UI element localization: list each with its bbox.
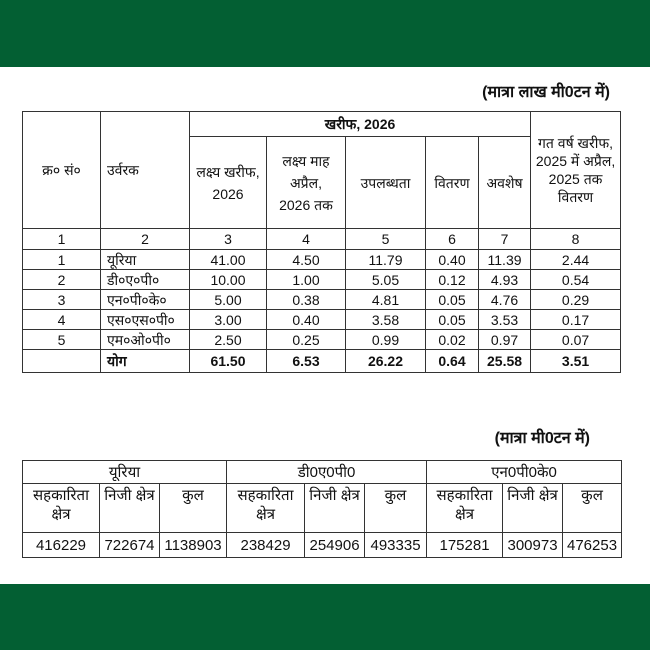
npk-total-value: 476253 bbox=[563, 533, 622, 558]
dap-total-value: 493335 bbox=[365, 533, 427, 558]
bottom-green-band bbox=[0, 584, 650, 650]
last-year-cell: 0.07 bbox=[531, 330, 621, 350]
target-april-cell: 1.00 bbox=[267, 270, 346, 290]
column-number: 5 bbox=[346, 229, 426, 250]
group-header-urea: यूरिया bbox=[23, 461, 227, 484]
distribution-cell: 0.05 bbox=[426, 310, 479, 330]
column-number: 3 bbox=[190, 229, 267, 250]
urea-cooperative-value: 416229 bbox=[23, 533, 100, 558]
table-row bbox=[23, 310, 621, 330]
table-row bbox=[23, 533, 622, 558]
header-distribution: वितरण bbox=[426, 137, 479, 229]
column-number: 6 bbox=[426, 229, 479, 250]
header-sr-no: क्र० सं० bbox=[23, 112, 101, 229]
target-april-cell: 4.50 bbox=[267, 250, 346, 270]
total-header: कुल bbox=[365, 484, 427, 533]
sector-distribution-table bbox=[22, 460, 622, 558]
total-last-year: 3.51 bbox=[531, 350, 621, 373]
urea-private-value: 722674 bbox=[100, 533, 160, 558]
urea-total-value: 1138903 bbox=[160, 533, 227, 558]
header-target-april: लक्ष्य माह अप्रैल, 2026 तक bbox=[267, 137, 346, 229]
fertilizer-name-cell: एम०ओ०पी० bbox=[101, 330, 190, 350]
dap-private-value: 254906 bbox=[305, 533, 365, 558]
distribution-cell: 0.40 bbox=[426, 250, 479, 270]
private-sector-header: निजी क्षेत्र bbox=[305, 484, 365, 533]
distribution-cell: 0.02 bbox=[426, 330, 479, 350]
fertilizer-name-cell: एस०एस०पी० bbox=[101, 310, 190, 330]
table1-unit-note: (मात्रा लाख मी0टन में) bbox=[482, 84, 610, 101]
sr-cell: 1 bbox=[23, 250, 101, 270]
balance-cell: 11.39 bbox=[479, 250, 531, 270]
target-april-cell: 0.25 bbox=[267, 330, 346, 350]
fertilizer-name-cell: डी०ए०पी० bbox=[101, 270, 190, 290]
header-availability: उपलब्धता bbox=[346, 137, 426, 229]
availability-cell: 5.05 bbox=[346, 270, 426, 290]
cooperative-sector-header: सहकारिता क्षेत्र bbox=[23, 484, 100, 533]
column-number: 7 bbox=[479, 229, 531, 250]
total-availability: 26.22 bbox=[346, 350, 426, 373]
availability-cell: 3.58 bbox=[346, 310, 426, 330]
table-row bbox=[23, 330, 621, 350]
distribution-cell: 0.12 bbox=[426, 270, 479, 290]
total-balance: 25.58 bbox=[479, 350, 531, 373]
total-header: कुल bbox=[563, 484, 622, 533]
table-row bbox=[23, 250, 621, 270]
column-number: 2 bbox=[101, 229, 190, 250]
distribution-cell: 0.05 bbox=[426, 290, 479, 310]
balance-cell: 0.97 bbox=[479, 330, 531, 350]
header-balance: अवशेष bbox=[479, 137, 531, 229]
dap-cooperative-value: 238429 bbox=[227, 533, 305, 558]
total-distribution: 0.64 bbox=[426, 350, 479, 373]
availability-cell: 4.81 bbox=[346, 290, 426, 310]
target-april-cell: 0.38 bbox=[267, 290, 346, 310]
npk-private-value: 300973 bbox=[503, 533, 563, 558]
target-kharif-cell: 5.00 bbox=[190, 290, 267, 310]
table-row bbox=[23, 290, 621, 310]
table2-unit-note: (मात्रा मी0टन में) bbox=[494, 430, 590, 447]
last-year-cell: 0.29 bbox=[531, 290, 621, 310]
availability-cell: 0.99 bbox=[346, 330, 426, 350]
column-number: 1 bbox=[23, 229, 101, 250]
total-target-april: 6.53 bbox=[267, 350, 346, 373]
target-april-cell: 0.40 bbox=[267, 310, 346, 330]
sr-cell: 5 bbox=[23, 330, 101, 350]
sr-cell: 4 bbox=[23, 310, 101, 330]
header-last-year: गत वर्ष खरीफ, 2025 में अप्रैल, 2025 तक वितरण bbox=[531, 112, 621, 229]
target-kharif-cell: 3.00 bbox=[190, 310, 267, 330]
total-sr-cell bbox=[23, 350, 101, 373]
sr-cell: 3 bbox=[23, 290, 101, 310]
group-header-npk: एन0पी0के0 bbox=[427, 461, 622, 484]
last-year-cell: 0.17 bbox=[531, 310, 621, 330]
fertilizer-summary-table bbox=[22, 111, 621, 373]
balance-cell: 4.76 bbox=[479, 290, 531, 310]
total-header: कुल bbox=[160, 484, 227, 533]
last-year-cell: 2.44 bbox=[531, 250, 621, 270]
header-fertilizer: उर्वरक bbox=[101, 112, 190, 229]
cooperative-sector-header: सहकारिता क्षेत्र bbox=[427, 484, 503, 533]
private-sector-header: निजी क्षेत्र bbox=[503, 484, 563, 533]
fertilizer-name-cell: एन०पी०के० bbox=[101, 290, 190, 310]
balance-cell: 3.53 bbox=[479, 310, 531, 330]
balance-cell: 4.93 bbox=[479, 270, 531, 290]
group-header-dap: डी0ए0पी0 bbox=[227, 461, 427, 484]
fertilizer-name-cell: यूरिया bbox=[101, 250, 190, 270]
target-kharif-cell: 41.00 bbox=[190, 250, 267, 270]
private-sector-header: निजी क्षेत्र bbox=[100, 484, 160, 533]
top-green-band bbox=[0, 0, 650, 67]
target-kharif-cell: 10.00 bbox=[190, 270, 267, 290]
total-target-kharif: 61.50 bbox=[190, 350, 267, 373]
total-row bbox=[23, 350, 621, 373]
sr-cell: 2 bbox=[23, 270, 101, 290]
target-kharif-cell: 2.50 bbox=[190, 330, 267, 350]
availability-cell: 11.79 bbox=[346, 250, 426, 270]
last-year-cell: 0.54 bbox=[531, 270, 621, 290]
header-kharif-group: खरीफ, 2026 bbox=[190, 112, 531, 137]
column-number: 4 bbox=[267, 229, 346, 250]
table-row bbox=[23, 270, 621, 290]
npk-cooperative-value: 175281 bbox=[427, 533, 503, 558]
total-label: योग bbox=[101, 350, 190, 373]
cooperative-sector-header: सहकारिता क्षेत्र bbox=[227, 484, 305, 533]
header-target-kharif: लक्ष्य खरीफ, 2026 bbox=[190, 137, 267, 229]
column-number: 8 bbox=[531, 229, 621, 250]
